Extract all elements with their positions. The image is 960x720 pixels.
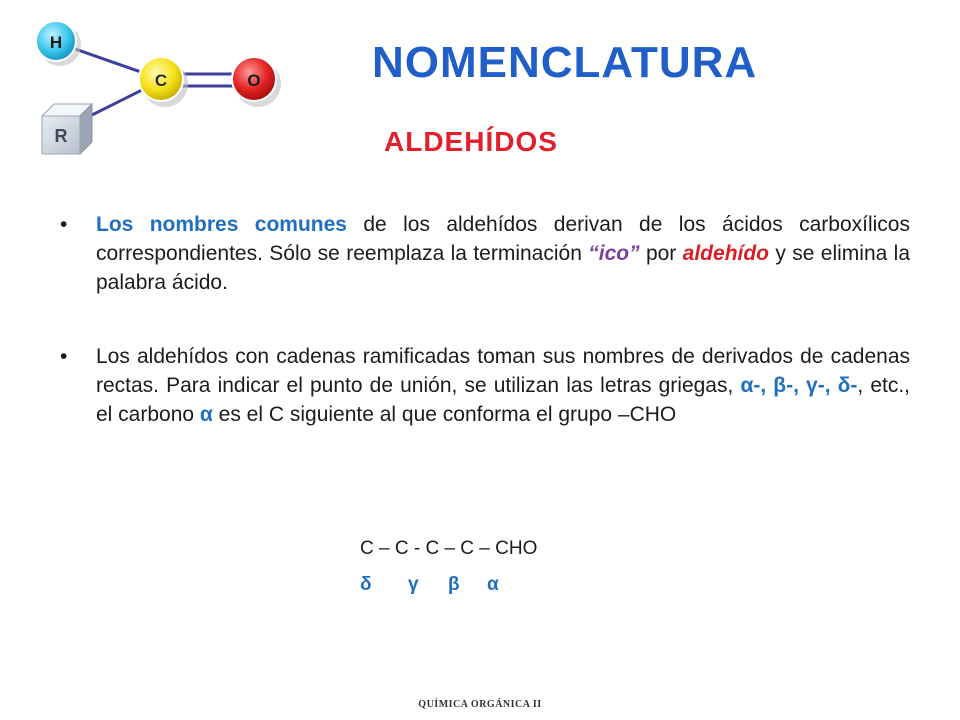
p2-text-2: , etc., el carbono <box>96 374 910 426</box>
atom-o-icon <box>232 57 281 107</box>
atom-c-label: C <box>154 71 168 90</box>
page-subtitle: ALDEHÍDOS <box>384 126 558 157</box>
greek-gamma-label: γ <box>408 574 419 595</box>
p1-text-2: por <box>639 242 683 265</box>
page-title: NOMENCLATURA <box>372 38 758 87</box>
p1-text-1: de los aldehídos derivan de los ácidos carboxílicos correspondientes. Sólo se reemplaza la terminación <box>96 213 910 265</box>
atom-o-label: O <box>247 71 261 90</box>
atom-h-label: H <box>49 33 63 52</box>
p2-text-1: Los aldehídos con cadenas ramificadas toman sus nombres de derivados de cadenas rectas. Para indicar el punto de unión, se utilizan las letras griegas, <box>96 345 910 397</box>
greek-beta-label: β <box>448 574 460 595</box>
greek-delta-label: δ <box>360 574 372 595</box>
alpha-term: α <box>199 403 213 426</box>
p1-text-3: y se elimina la palabra ácido. <box>96 242 911 294</box>
atom-r-label: R <box>54 126 68 146</box>
chain-formula: C – C - C – C – CHO <box>360 538 538 559</box>
aldehido-term: aldehído <box>682 242 770 265</box>
footer-course-name: QUÍMICA ORGÁNICA II <box>418 699 542 710</box>
atom-h-icon <box>36 21 81 66</box>
greek-letters-term: α-, β-, γ-, δ- <box>740 374 858 397</box>
greek-alpha-label: α <box>487 574 499 595</box>
bullet-marker: • <box>60 213 68 236</box>
ico-term: “ico” <box>588 242 640 265</box>
common-names-term: Los nombres comunes <box>96 213 347 236</box>
bullet-item-common-names <box>60 210 910 297</box>
atom-c-icon <box>139 57 188 107</box>
bullet-list <box>60 210 910 429</box>
bullet-item-branched-chains <box>60 342 910 429</box>
p2-text-3: es el C siguiente al que conforma el grupo –CHO <box>212 403 677 426</box>
cube-r-icon <box>42 104 92 154</box>
molecule-logo <box>0 0 320 170</box>
bullet-marker: • <box>60 345 68 368</box>
